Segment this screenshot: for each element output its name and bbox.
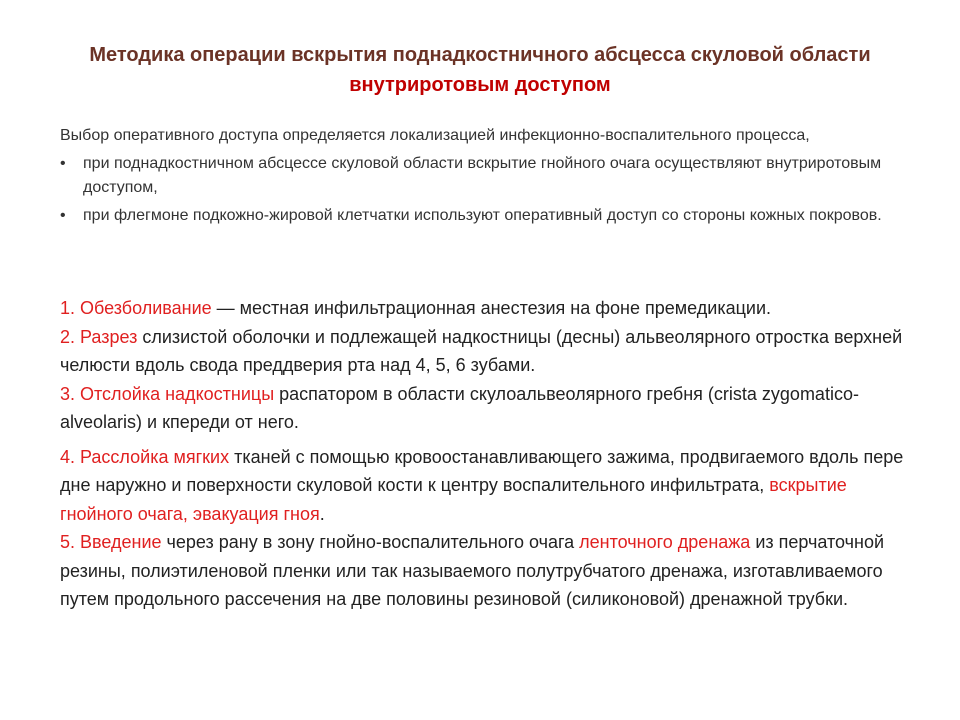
step-text: распатором в области скулоальвеолярного гребня (crista zygomatico-alveolaris) и кпереди от него. xyxy=(60,383,859,432)
step-highlight: ленточного дренажа xyxy=(579,532,751,552)
step-text: тканей с помощью кровоостанавливающего зажима, продвигаемого вдоль пере дне наружно и поверхности скуловой кости к центру воспалительного инфильтрата, xyxy=(60,446,904,495)
step-label: 1. Обезболивание xyxy=(60,298,212,318)
steps-section xyxy=(60,294,910,614)
step-label: 2. Разрез xyxy=(60,326,138,347)
bullet-list xyxy=(60,152,910,228)
slide-title-highlight: внутриротовым доступом xyxy=(349,74,611,96)
bullet-icon: • xyxy=(60,207,66,224)
step-highlight: вскрытие гнойного очага, эвакуация гноя xyxy=(60,475,847,524)
slide-title-main: Методика операции вскрытия поднадкостничного абсцесса скуловой области xyxy=(89,44,871,66)
step-tail: . xyxy=(319,503,325,524)
step-1 xyxy=(60,294,910,323)
step-tail: из перчаточной резины, полиэтиленовой пленки или так называемого полутрубчатого дренажа, изготавливаемого путем продольного рассечения на две половины резиновой (силиконовой) дренажной трубки. xyxy=(60,532,885,609)
step-4 xyxy=(60,443,910,529)
intro-paragraph: Выбор оперативного доступа определяется локализацией инфекционно-воспалительного процесса, xyxy=(60,127,810,144)
step-label: 3. Отслойка надкостницы xyxy=(60,383,275,404)
step-text: через рану в зону гнойно-воспалительного очага xyxy=(161,532,580,552)
step-label: 4. Расслойка мягких xyxy=(60,446,230,467)
step-label: 5. Введение xyxy=(60,532,162,552)
bullet-item xyxy=(60,152,910,200)
step-5 xyxy=(60,528,910,614)
bullet-text: при флегмоне подкожно-жировой клетчатки используют оперативный доступ со стороны кожных покровов. xyxy=(83,207,882,224)
bullet-text: при поднадкостничном абсцессе скуловой области вскрытие гнойного очага осуществляют внутриротовым доступом, xyxy=(83,155,882,196)
slide-title xyxy=(40,40,920,100)
bullet-icon: • xyxy=(60,155,66,172)
intro-section xyxy=(60,124,910,232)
step-text: слизистой оболочки и подлежащей надкостницы (десны) альвеолярного отростка верхней челюсти вдоль свода преддверия рта над 4, 5, 6 зубами. xyxy=(60,326,903,375)
step-3 xyxy=(60,380,910,437)
step-text: — местная инфильтрационная анестезия на фоне премедикации. xyxy=(211,298,772,318)
bullet-item xyxy=(60,204,910,228)
step-2 xyxy=(60,323,910,380)
